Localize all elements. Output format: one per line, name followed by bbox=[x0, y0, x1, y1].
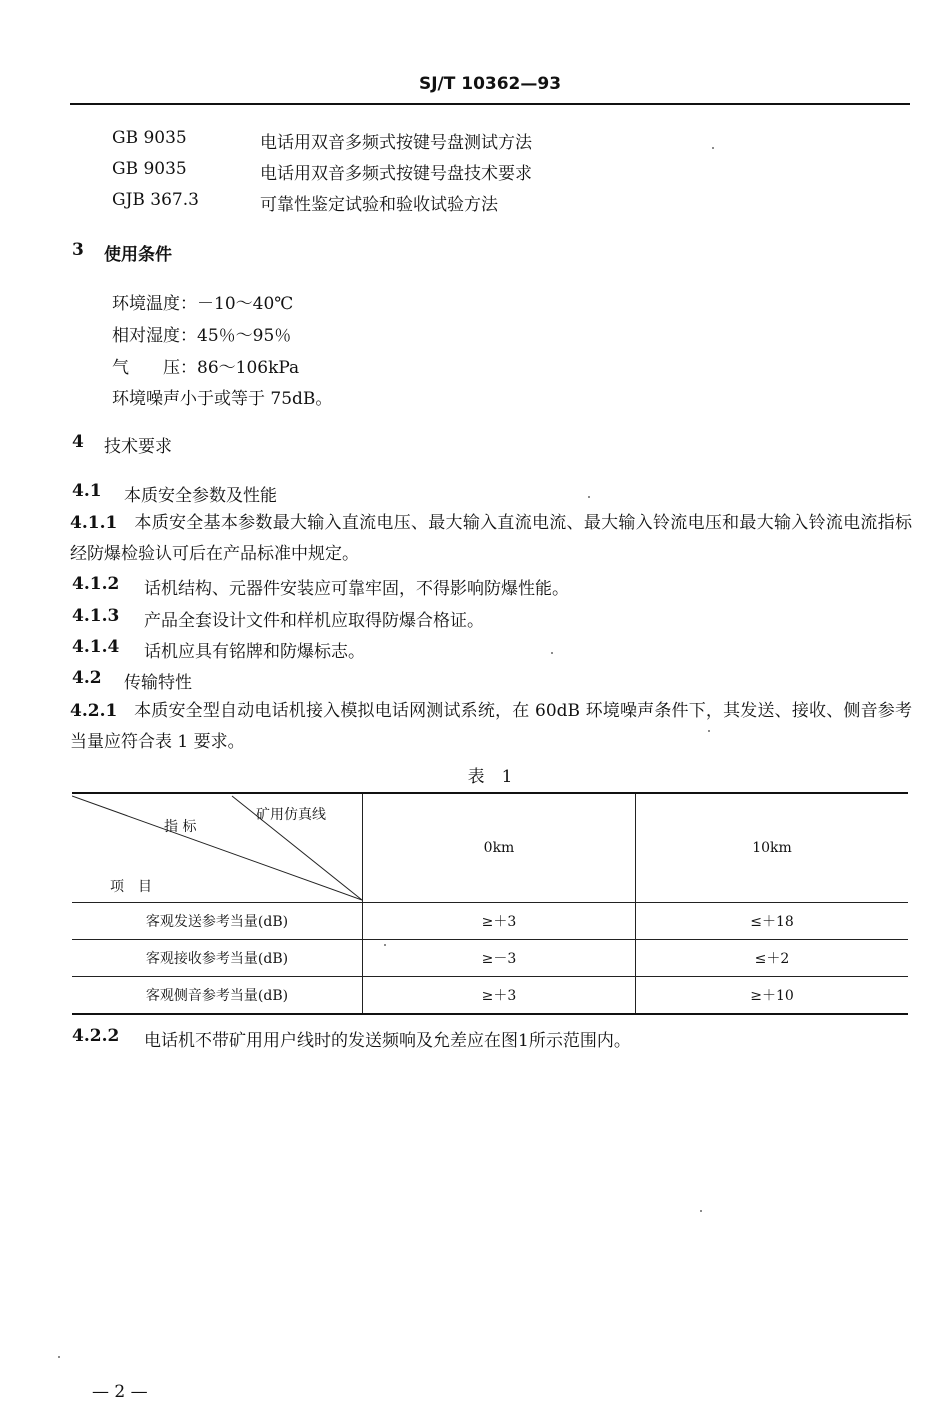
row-item: 客观接收参考当量(dB) bbox=[72, 940, 363, 977]
condition-temperature: 环境温度：－10～40℃ bbox=[112, 294, 294, 314]
table-header-row bbox=[72, 793, 908, 903]
scan-speck bbox=[588, 496, 590, 498]
section-title: 使用条件 bbox=[104, 245, 172, 265]
corner-label-indicator: 指 标 bbox=[164, 819, 197, 835]
section-number: 4 bbox=[72, 432, 84, 452]
subsection-heading bbox=[72, 481, 472, 506]
table-caption: 表 1 bbox=[467, 767, 513, 787]
clause-4-1-1 bbox=[70, 508, 912, 570]
reference-title: 可靠性鉴定试验和验收试验方法 bbox=[260, 195, 498, 215]
clause-number: 4.1.2 bbox=[72, 574, 120, 594]
clause-text: 话机结构、元器件安装应可靠牢固，不得影响防爆性能。 bbox=[144, 579, 569, 599]
clause-number: 4.1.4 bbox=[72, 637, 120, 657]
subsection-title: 传输特性 bbox=[124, 673, 192, 693]
clause-number: 4.2.1 bbox=[70, 701, 118, 721]
table-corner-cell bbox=[72, 793, 363, 903]
clause-number: 4.1.1 bbox=[70, 513, 118, 533]
clause-4-2-1 bbox=[70, 696, 912, 758]
reference-title: 电话用双音多频式按键号盘技术要求 bbox=[260, 164, 532, 184]
reference-item bbox=[112, 128, 712, 153]
clause-number: 4.2.2 bbox=[72, 1026, 120, 1046]
table-1 bbox=[72, 792, 908, 1015]
value-0km: ≥＋3 bbox=[363, 903, 636, 940]
section-number: 3 bbox=[72, 240, 84, 260]
column-header: 0km bbox=[363, 793, 636, 903]
reference-code: GJB 367.3 bbox=[112, 190, 199, 210]
clause-number: 4.1.3 bbox=[72, 606, 120, 626]
table-row bbox=[72, 977, 908, 1015]
reference-code: GB 9035 bbox=[112, 159, 187, 179]
scan-speck bbox=[551, 652, 553, 654]
corner-label-line: 矿用仿真线 bbox=[256, 807, 326, 823]
condition-noise: 环境噪声小于或等于 75dB。 bbox=[112, 389, 333, 409]
page-number: — 2 — bbox=[92, 1382, 148, 1402]
condition-pressure: 气 压：86～106kPa bbox=[112, 358, 300, 378]
reference-item bbox=[112, 159, 712, 184]
value-0km: ≥＋3 bbox=[363, 977, 636, 1015]
scan-speck bbox=[700, 1210, 702, 1212]
scan-speck bbox=[384, 944, 386, 946]
clause-text: 本质安全型自动电话机接入模拟电话网测试系统，在 60dB 环境噪声条件下，其发送、接收、侧音参考当量应符合表 1 要求。 bbox=[70, 701, 912, 752]
section-heading bbox=[72, 240, 372, 265]
value-10km: ≤＋18 bbox=[636, 903, 909, 940]
row-item: 客观发送参考当量(dB) bbox=[72, 903, 363, 940]
scan-speck bbox=[708, 730, 710, 732]
diagonal-header bbox=[72, 794, 362, 902]
section-title: 技术要求 bbox=[104, 437, 172, 457]
subsection-number: 4.1 bbox=[72, 481, 102, 501]
document-code: SJ/T 10362—93 bbox=[418, 74, 562, 94]
clause-text: 电话机不带矿用用户线时的发送频响及允差应在图1所示范围内。 bbox=[144, 1031, 631, 1051]
subsection-title: 本质安全参数及性能 bbox=[124, 486, 277, 506]
reference-title: 电话用双音多频式按键号盘测试方法 bbox=[260, 133, 532, 153]
scan-speck bbox=[58, 1356, 60, 1358]
value-10km: ≤＋2 bbox=[636, 940, 909, 977]
subsection-heading bbox=[72, 668, 472, 693]
value-10km: ≥＋10 bbox=[636, 977, 909, 1015]
corner-label-item: 项 目 bbox=[110, 879, 152, 895]
reference-item bbox=[112, 190, 712, 215]
clause-text: 产品全套设计文件和样机应取得防爆合格证。 bbox=[144, 611, 484, 631]
subsection-number: 4.2 bbox=[72, 668, 102, 688]
header-rule bbox=[70, 103, 910, 105]
table-row bbox=[72, 903, 908, 940]
row-item: 客观侧音参考当量(dB) bbox=[72, 977, 363, 1015]
section-heading bbox=[72, 432, 372, 457]
clause-text: 本质安全基本参数最大输入直流电压、最大输入直流电流、最大输入铃流电压和最大输入铃流电流指标经防爆检验认可后在产品标准中规定。 bbox=[70, 513, 912, 564]
scan-speck bbox=[712, 147, 714, 149]
reference-code: GB 9035 bbox=[112, 128, 187, 148]
column-header: 10km bbox=[636, 793, 909, 903]
value-0km: ≥－3 bbox=[363, 940, 636, 977]
table-row bbox=[72, 940, 908, 977]
clause-text: 话机应具有铭牌和防爆标志。 bbox=[144, 642, 365, 662]
condition-humidity: 相对湿度：45％～95％ bbox=[112, 326, 292, 346]
